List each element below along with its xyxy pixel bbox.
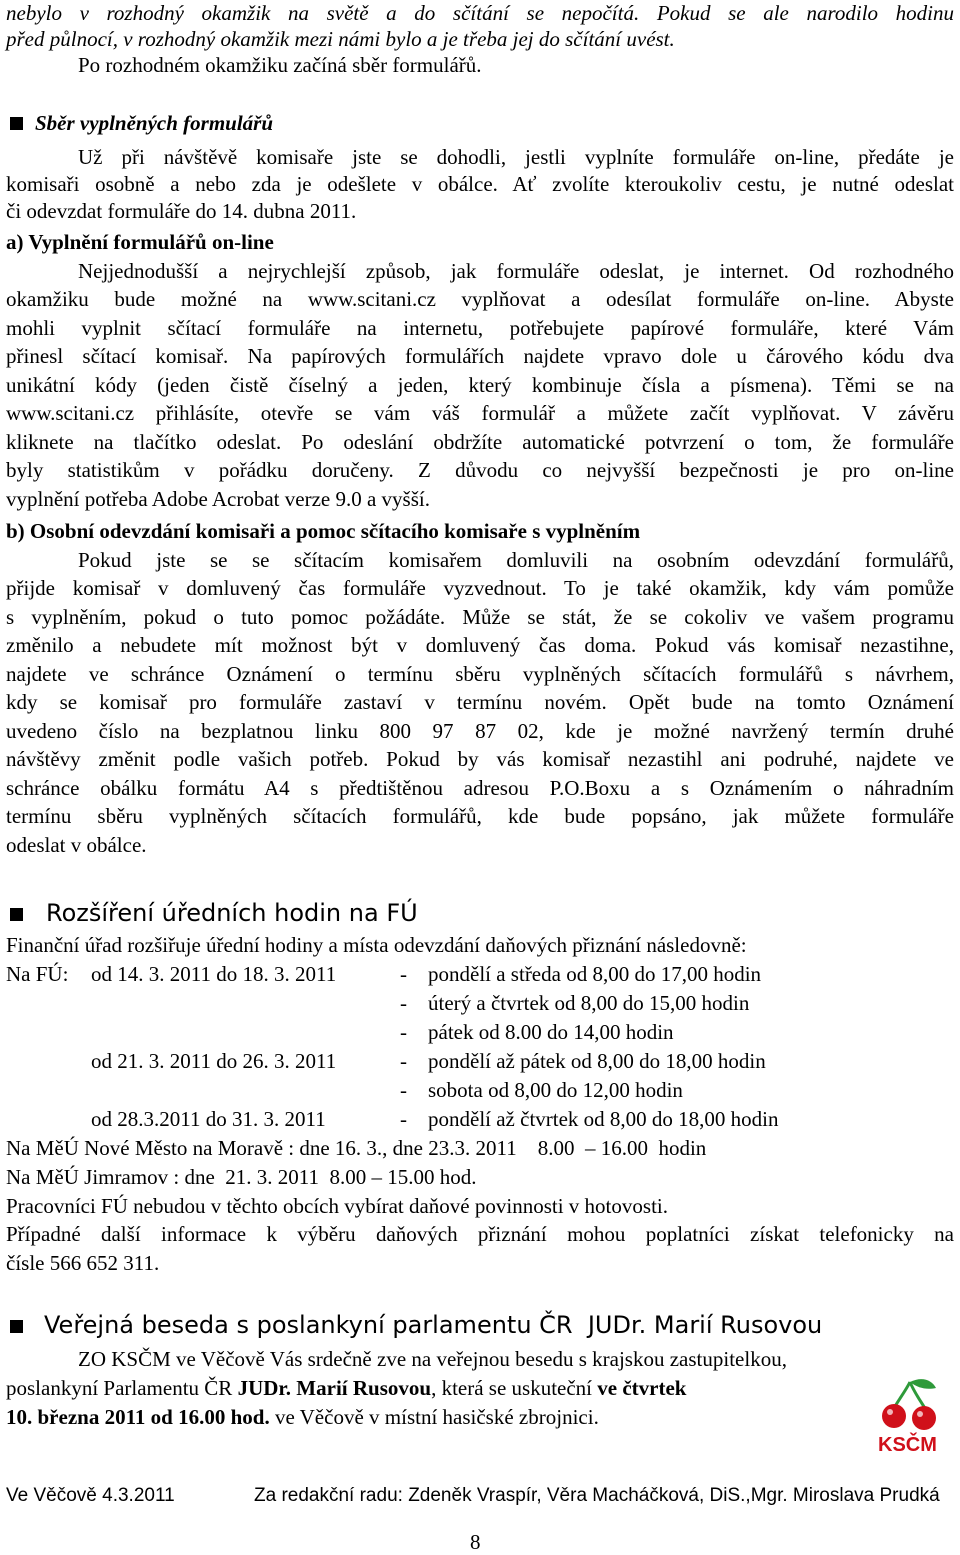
page-number: 8: [470, 1530, 481, 1554]
paragraph-line: Nejjednodušší a nejrychlejší způsob, jak formuláře odeslat, je internet. Od rozhodného: [78, 259, 954, 283]
fu-period: od 21. 3. 2011 do 26. 3. 2011: [91, 1049, 337, 1073]
paragraph-line: čísle 566 652 311.: [6, 1251, 160, 1275]
section-heading-fu: Rozšíření úředních hodin na FÚ: [46, 899, 418, 927]
bullet-icon: [10, 117, 23, 130]
fu-hours: pondělí až pátek od 8,00 do 18,00 hodin: [428, 1049, 766, 1073]
paragraph-line: komisaři osobně a nebo zda je odešlete v obálce. Ať zvolíte kteroukoliv cestu, je nutné odeslat: [6, 172, 954, 196]
paragraph-line: odeslat v obálce.: [6, 833, 147, 857]
paragraph-line: před půlnocí, v rozhodný okamžik mezi námi bylo a je třeba jej do sčítání uvést.: [6, 27, 675, 51]
paragraph-line: Pracovníci FÚ nebudou v těchto obcích vybírat daňové povinnosti v hotovosti.: [6, 1194, 668, 1218]
speaker-name: JUDr. Marií Rusovou: [237, 1376, 432, 1400]
paragraph-line: přinesl sčítací komisař. Na papírových formulářích najdete vpravo dole u čárového kódu dva: [6, 344, 954, 368]
paragraph-line: schránce obálku formátu A4 s předtištěnou adresou P.O.Boxu a s Oznámením o náhradním: [6, 776, 954, 800]
paragraph-line: Finanční úřad rozšiřuje úřední hodiny a místa odevzdání daňových přiznání následovně:: [6, 933, 747, 957]
paragraph-line: [6, 1404, 599, 1430]
paragraph-line: Na MěÚ Jimramov : dne 21. 3. 2011 8.00 – 15.00 hod.: [6, 1165, 477, 1189]
subsection-heading-a: a) Vyplnění formulářů on-line: [6, 230, 274, 254]
paragraph-line: uvedeno číslo na bezplatnou linku 800 97 87 02, kde je možné navržený termín druhé: [6, 719, 954, 743]
bullet-icon: [10, 1320, 23, 1333]
text-span: , která se uskuteční: [431, 1376, 598, 1400]
fu-hours: úterý a čtvrtek od 8,00 do 15,00 hodin: [428, 991, 750, 1015]
paragraph-line: byly statistikům v pořádku doručeny. Z důvodu co nejvyšší bezpečnosti je pro on-line: [6, 458, 954, 482]
fu-dash: -: [400, 1020, 407, 1044]
text-span: ve Věčově v místní hasičské zbrojnici.: [269, 1405, 599, 1429]
text-span: poslankyní Parlamentu ČR: [6, 1376, 238, 1400]
paragraph-line: přijde komisař v domluvený čas formuláře vyzvednout. To je také okamžik, kdy vám pomůže: [6, 576, 954, 600]
paragraph-line: Případné další informace k výběru daňových přiznání mohou poplatníci získat telefonicky na: [6, 1222, 954, 1246]
paragraph-line: www.scitani.cz přihlásíte, otevře se vám váš formulář a můžete začít vyplňovat. V závěru: [6, 401, 954, 425]
fu-dash: -: [400, 962, 407, 986]
fu-prefix: Na FÚ:: [6, 962, 69, 986]
paragraph-line: ZO KSČM ve Věčově Vás srdečně zve na veřejnou besedu s krajskou zastupitelkou,: [78, 1347, 787, 1371]
event-datetime: 10. března 2011 od 16.00 hod.: [6, 1405, 270, 1429]
fu-hours: pondělí až čtvrtek od 8,00 do 18,00 hodin: [428, 1107, 779, 1131]
paragraph-line: kliknete na tlačítko odeslat. Po odeslání obdržíte automatické potvrzení o tom, že formuláře: [6, 430, 954, 454]
paragraph-line: okamžiku bude možné na www.scitani.cz vyplňovat a odesílat formuláře on-line. Abyste: [6, 287, 954, 311]
fu-hours: pondělí a středa od 8,00 do 17,00 hodin: [428, 962, 762, 986]
kscm-logo: [876, 1376, 944, 1460]
fu-dash: -: [400, 1049, 407, 1073]
footer-editors: Za redakční radu: Zdeněk Vraspír, Věra Macháčková, DiS.,Mgr. Miroslava Prudká: [254, 1485, 940, 1506]
paragraph-line: najdete ve schránce Oznámení o termínu sběru vyplněných sčítacích formulářů s návrhem,: [6, 662, 954, 686]
fu-dash: -: [400, 1107, 407, 1131]
paragraph-line: Už při návštěvě komisaře jste se dohodli, jestli vyplníte formuláře on-line, předáte je: [78, 145, 954, 169]
paragraph-line: mohli vyplnit sčítací formuláře na internetu, potřebujete papírové formuláře, které Vám: [6, 316, 954, 340]
fu-dash: -: [400, 991, 407, 1015]
paragraph-line: [6, 1375, 686, 1401]
fu-hours: sobota od 8,00 do 12,00 hodin: [428, 1078, 683, 1102]
event-day: ve čtvrtek: [597, 1376, 687, 1400]
paragraph-line: změnilo a nebudete mít možnost být v domluvený čas doma. Pokud vás komisař nezastihne,: [6, 633, 954, 657]
section-heading-beseda: Veřejná beseda s poslankyní parlamentu ČR JUDr. Marií Rusovou: [44, 1311, 823, 1339]
paragraph-line: Po rozhodném okamžiku začíná sběr formulářů.: [78, 53, 482, 77]
fu-hours: pátek od 8.00 do 14,00 hodin: [428, 1020, 674, 1044]
paragraph-line: unikátní kódy (jeden čistě číselný a jeden, který kombinuje čísla a písmena). Těmi se na: [6, 373, 954, 397]
subsection-heading-b: b) Osobní odevzdání komisaři a pomoc sčítacího komisaře s vyplněním: [6, 519, 641, 543]
paragraph-line: nebylo v rozhodný okamžik na světě a do sčítání se nepočítá. Pokud se ale narodilo hodinu: [6, 1, 954, 25]
paragraph-line: termínu sběru vyplněných sčítacích formulářů, kde bude popsáno, jak můžete formuláře: [6, 804, 954, 828]
paragraph-line: s vyplněním, pokud o tuto pomoc požádáte. Může se stát, že se cokoliv ve vašem programu: [6, 605, 954, 629]
paragraph-line: návštěvy změnit podle vašich potřeb. Pokud by vás komisař nezastihl ani podruhé, najdete ve: [6, 747, 954, 771]
fu-period: od 14. 3. 2011 do 18. 3. 2011: [91, 962, 337, 986]
paragraph-line: kdy se komisař pro formuláře zastaví v termínu novém. Opět bude na tomto Oznámení: [6, 690, 954, 714]
fu-period: od 28.3.2011 do 31. 3. 2011: [91, 1107, 326, 1131]
fu-dash: -: [400, 1078, 407, 1102]
paragraph-line: Na MěÚ Nové Město na Moravě : dne 16. 3., dne 23.3. 2011 8.00 – 16.00 hodin: [6, 1136, 707, 1160]
paragraph-line: či odevzdat formuláře do 14. dubna 2011.: [6, 199, 357, 223]
section-heading-sber: Sběr vyplněných formulářů: [35, 111, 274, 135]
paragraph-line: vyplnění potřeba Adobe Acrobat verze 9.0 a vyšší.: [6, 487, 430, 511]
logo-text: KSČM: [878, 1434, 937, 1456]
paragraph-line: Pokud jste se se sčítacím komisařem domluvili na osobním odevzdání formulářů,: [78, 548, 954, 572]
footer-date: Ve Věčově 4.3.2011: [6, 1485, 175, 1506]
bullet-icon: [10, 908, 23, 921]
